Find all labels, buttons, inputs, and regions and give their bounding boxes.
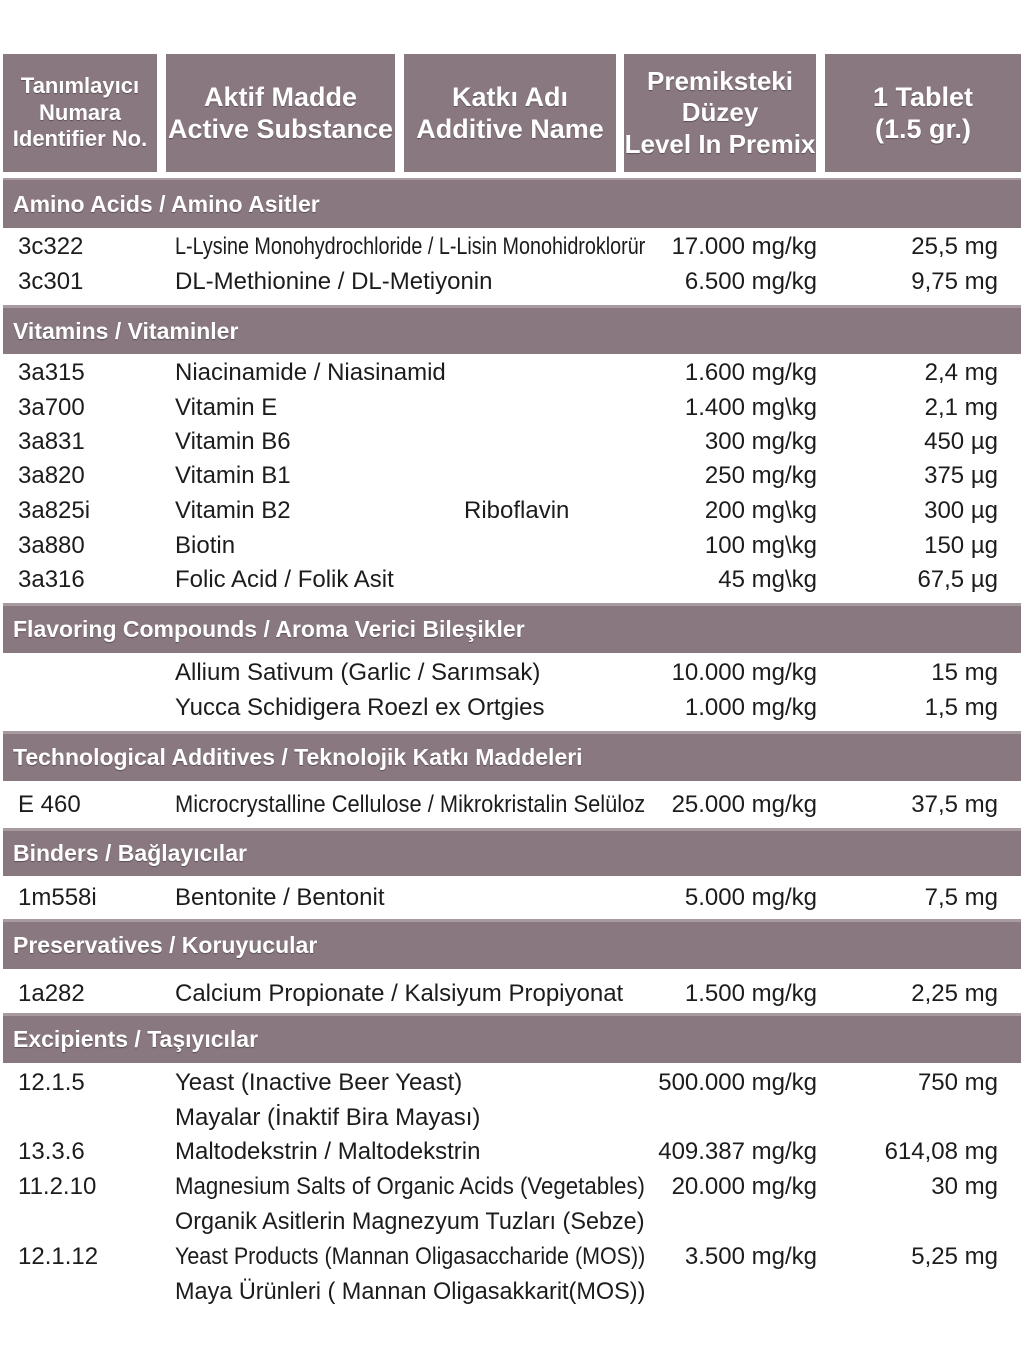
active-substance-cell: Allium Sativum (Garlic / Sarımsak) bbox=[175, 659, 541, 686]
tablet-amount-cell: 2,1 mg bbox=[924, 394, 998, 421]
level-in-premix-cell: 25.000 mg/kg bbox=[671, 791, 817, 818]
active-substance-cell: Yeast Products (Mannan Oligasaccharide (MOS)) bbox=[175, 1243, 646, 1270]
active-substance-cell: Vitamin B1 bbox=[175, 462, 291, 489]
level-in-premix-cell: 1.600 mg/kg bbox=[684, 359, 817, 386]
tablet-amount-cell: 25,5 mg bbox=[911, 233, 998, 260]
tablet-amount-cell: 750 mg bbox=[917, 1069, 998, 1096]
header-tablet-line: (1.5 gr.) bbox=[874, 114, 972, 144]
tablet-amount-cell: 1,5 mg bbox=[924, 694, 998, 721]
tablet-amount-cell: 450 µg bbox=[924, 428, 998, 455]
identifier-cell: 3a315 bbox=[18, 359, 85, 386]
category-header: Preservatives / Koruyucular bbox=[3, 922, 1021, 969]
active-substance-cell: Maltodekstrin / Maltodekstrin bbox=[175, 1138, 481, 1165]
active-substance-cell: Folic Acid / Folik Asit bbox=[175, 566, 394, 593]
header-active-substance-line: Active Substance bbox=[167, 114, 394, 144]
tablet-amount-cell: 15 mg bbox=[931, 659, 998, 686]
active-substance-cell: Biotin bbox=[175, 532, 236, 559]
header-identifier-line: Identifier No. bbox=[12, 126, 148, 152]
active-substance-cell: DL-Methionine / DL-Metiyonin bbox=[175, 268, 493, 295]
header-additive-name bbox=[404, 54, 616, 172]
level-in-premix-cell: 3.500 mg/kg bbox=[684, 1243, 817, 1270]
header-identifier-line: Tanımlayıcı bbox=[20, 73, 140, 99]
header-tablet-line: 1 Tablet bbox=[872, 81, 974, 112]
tablet-amount-cell: 614,08 mg bbox=[884, 1138, 998, 1165]
identifier-cell: 3a316 bbox=[18, 566, 85, 593]
header-tablet bbox=[825, 54, 1021, 172]
active-substance-cell: Organik Asitlerin Magnezyum Tuzları (Sebze) bbox=[175, 1208, 645, 1235]
tablet-amount-cell: 2,25 mg bbox=[911, 980, 998, 1007]
level-in-premix-cell: 6.500 mg/kg bbox=[684, 268, 817, 295]
header-identifier-line: Numara bbox=[39, 99, 121, 125]
active-substance-cell: L-Lysine Monohydrochloride / L-Lisin Monohidroklorür bbox=[175, 233, 646, 260]
identifier-cell: 1m558i bbox=[18, 884, 97, 911]
identifier-cell: E 460 bbox=[18, 791, 81, 818]
category-header: Excipients / Taşıyıcılar bbox=[3, 1016, 1021, 1063]
active-substance-cell: Niacinamide / Niasinamid bbox=[175, 359, 446, 386]
identifier-cell: 3a700 bbox=[18, 394, 85, 421]
active-substance-cell: Yucca Schidigera Roezl ex Ortgies bbox=[175, 694, 545, 721]
active-substance-cell: Vitamin E bbox=[175, 394, 278, 421]
tablet-amount-cell: 150 µg bbox=[924, 532, 998, 559]
header-level-line: Premiksteki bbox=[647, 66, 793, 97]
level-in-premix-cell: 100 mg\kg bbox=[704, 532, 817, 559]
identifier-cell: 11.2.10 bbox=[18, 1173, 97, 1200]
header-identifier bbox=[3, 54, 157, 172]
additive-name-cell: Riboflavin bbox=[464, 497, 570, 524]
identifier-cell: 12.1.5 bbox=[18, 1069, 85, 1096]
category-header: Binders / Bağlayıcılar bbox=[3, 831, 1021, 876]
level-in-premix-cell: 200 mg\kg bbox=[704, 497, 817, 524]
category-header: Technological Additives / Teknolojik Katkı Maddeleri bbox=[3, 734, 1021, 781]
level-in-premix-cell: 10.000 mg/kg bbox=[671, 659, 817, 686]
category-header: Amino Acids / Amino Asitler bbox=[3, 180, 1021, 228]
identifier-cell: 12.1.12 bbox=[18, 1243, 99, 1270]
identifier-cell: 3a831 bbox=[18, 428, 85, 455]
identifier-cell: 1a282 bbox=[18, 980, 85, 1007]
identifier-cell: 3c322 bbox=[18, 233, 84, 260]
active-substance-cell: Calcium Propionate / Kalsiyum Propiyonat bbox=[175, 980, 624, 1007]
level-in-premix-cell: 250 mg/kg bbox=[704, 462, 817, 489]
level-in-premix-cell: 17.000 mg/kg bbox=[671, 233, 817, 260]
identifier-cell: 3a825i bbox=[18, 497, 91, 524]
identifier-cell: 3a880 bbox=[18, 532, 85, 559]
header-level-line: Düzey bbox=[681, 97, 759, 128]
active-substance-cell: Bentonite / Bentonit bbox=[175, 884, 385, 911]
active-substance-cell: Maya Ürünleri ( Mannan Oligasakkarit(MOS)) bbox=[175, 1278, 646, 1305]
category-header: Vitamins / Vitaminler bbox=[3, 308, 1021, 354]
level-in-premix-cell: 300 mg/kg bbox=[704, 428, 817, 455]
header-level-line: Level In Premix bbox=[624, 128, 816, 159]
header-active-substance-line: Aktif Madde bbox=[203, 81, 357, 112]
header-additive-name-line: Additive Name bbox=[416, 114, 604, 144]
tablet-amount-cell: 375 µg bbox=[924, 462, 998, 489]
tablet-amount-cell: 300 µg bbox=[924, 497, 998, 524]
active-substance-cell: Mayalar (İnaktif Bira Mayası) bbox=[175, 1104, 481, 1131]
active-substance-cell: Yeast (Inactive Beer Yeast) bbox=[175, 1069, 463, 1096]
identifier-cell: 13.3.6 bbox=[18, 1138, 85, 1165]
tablet-amount-cell: 2,4 mg bbox=[924, 359, 998, 386]
tablet-amount-cell: 37,5 mg bbox=[911, 791, 998, 818]
tablet-amount-cell: 67,5 µg bbox=[917, 566, 998, 593]
active-substance-cell: Vitamin B6 bbox=[175, 428, 291, 455]
level-in-premix-cell: 500.000 mg/kg bbox=[658, 1069, 817, 1096]
tablet-amount-cell: 30 mg bbox=[931, 1173, 998, 1200]
level-in-premix-cell: 409.387 mg/kg bbox=[658, 1138, 817, 1165]
identifier-cell: 3a820 bbox=[18, 462, 85, 489]
header-level-in-premix bbox=[624, 54, 816, 172]
identifier-cell: 3c301 bbox=[18, 268, 84, 295]
tablet-amount-cell: 5,25 mg bbox=[911, 1243, 998, 1270]
active-substance-cell: Microcrystalline Cellulose / Mikrokristalin Selüloz bbox=[175, 791, 646, 818]
tablet-amount-cell: 9,75 mg bbox=[911, 268, 998, 295]
active-substance-cell: Magnesium Salts of Organic Acids (Vegetables) bbox=[175, 1173, 645, 1200]
level-in-premix-cell: 20.000 mg/kg bbox=[671, 1173, 817, 1200]
level-in-premix-cell: 45 mg\kg bbox=[718, 566, 817, 593]
level-in-premix-cell: 5.000 mg/kg bbox=[684, 884, 817, 911]
level-in-premix-cell: 1.500 mg/kg bbox=[684, 980, 817, 1007]
active-substance-cell: Vitamin B2 bbox=[175, 497, 291, 524]
header-active-substance bbox=[166, 54, 395, 172]
level-in-premix-cell: 1.400 mg\kg bbox=[684, 394, 817, 421]
category-header: Flavoring Compounds / Aroma Verici Bileşikler bbox=[3, 606, 1021, 653]
header-additive-name-line: Katkı Adı bbox=[451, 81, 568, 112]
tablet-amount-cell: 7,5 mg bbox=[924, 884, 998, 911]
level-in-premix-cell: 1.000 mg/kg bbox=[684, 694, 817, 721]
